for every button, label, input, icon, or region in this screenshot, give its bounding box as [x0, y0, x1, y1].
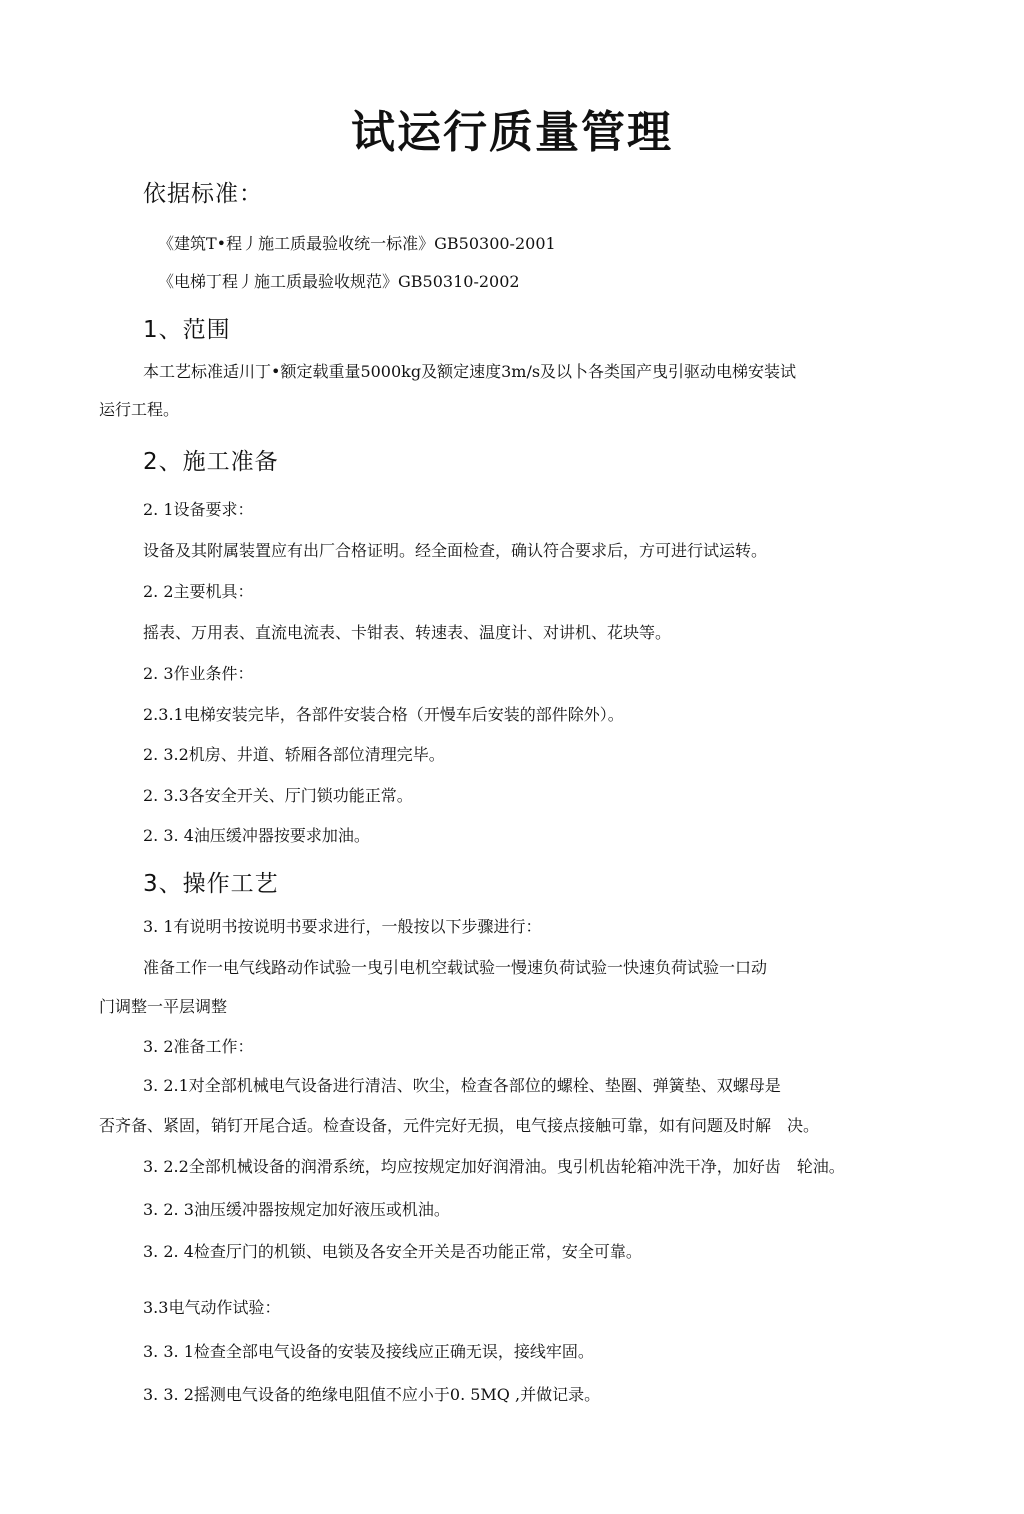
paragraph-line: 门调整一平层调整: [99, 997, 228, 1016]
basis-item: 《电梯丁程丿施工质最验收规范》GB50310-2002: [158, 272, 520, 291]
paragraph-line: 运行工程。: [99, 400, 180, 419]
paragraph-line: 3. 1有说明书按说明书要求进行，一般按以下步骤进行：: [143, 917, 542, 936]
paragraph-line: 3. 2. 4检查厅门的机锁、电锁及各安全开关是否功能正常，安全可靠。: [143, 1242, 642, 1261]
paragraph-line: 3. 2. 3油压缓冲器按规定加好液压或机油。: [143, 1200, 450, 1219]
paragraph-line: 3. 3. 1检查全部电气设备的安装及接线应正确无误，接线牢固。: [143, 1342, 594, 1361]
paragraph-line: 3. 3. 2摇测电气设备的绝缘电阻值不应小于0. 5MQ ,并做记录。: [143, 1385, 601, 1404]
paragraph-line: 准备工作一电气线路动作试验一曳引电机空载试验一慢速负荷试验一快速负荷试验一口动: [143, 958, 768, 977]
section-2-heading: 2、施工准备: [143, 449, 279, 475]
paragraph-line: 设备及其附属装置应有出厂合格证明。经全面检查，确认符合要求后，方可进行试运转。: [143, 541, 768, 560]
paragraph-line: 本工艺标准适川丁•额定载重量5000kg及额定速度3m/s及以卜各类国产曳引驱动电梯安装试: [143, 362, 797, 381]
paragraph-line: 2. 3.3各安全开关、厅门锁功能正常。: [143, 786, 413, 805]
paragraph-line: 3.3电气动作试验：: [143, 1298, 281, 1317]
paragraph-line: 摇表、万用表、直流电流表、卡钳表、转速表、温度计、对讲机、花块等。: [143, 623, 672, 642]
paragraph-line: 3. 2准备工作：: [143, 1037, 254, 1056]
paragraph-line: 2. 2主要机具：: [143, 582, 254, 601]
paragraph-line: 否齐备、紧固，销钉开尾合适。检查设备，元件完好无损，电气接点接触可靠，如有问题及时解 决。: [99, 1116, 820, 1135]
paragraph-line: 2. 3. 4油压缓冲器按要求加油。: [143, 826, 370, 845]
section-1-heading: 1、范围: [143, 317, 231, 343]
basis-heading: 依据标准：: [143, 181, 263, 207]
paragraph-line: 2. 3作业条件：: [143, 664, 254, 683]
paragraph-line: 2. 3.2机房、井道、轿厢各部位清理完毕。: [143, 745, 445, 764]
paragraph-line: 2. 1设备要求：: [143, 500, 254, 519]
section-3-heading: 3、操作工艺: [143, 871, 279, 897]
paragraph-line: 3. 2.1对全部机械电气设备进行清洁、吹尘，检查各部位的螺栓、垫圈、弹簧垫、双螺母是: [143, 1076, 781, 1095]
paragraph-line: 3. 2.2全部机械设备的润滑系统，均应按规定加好润滑油。曳引机齿轮箱冲洗干净，加好齿 轮油。: [143, 1157, 845, 1176]
page-title: 试运行质量管理: [351, 107, 673, 158]
paragraph-line: 2.3.1电梯安装完毕，各部件安装合格（开慢车后安装的部件除外）。: [143, 705, 624, 724]
basis-item: 《建筑T•程丿施工质最验收统一标准》GB50300-2001: [158, 234, 556, 253]
